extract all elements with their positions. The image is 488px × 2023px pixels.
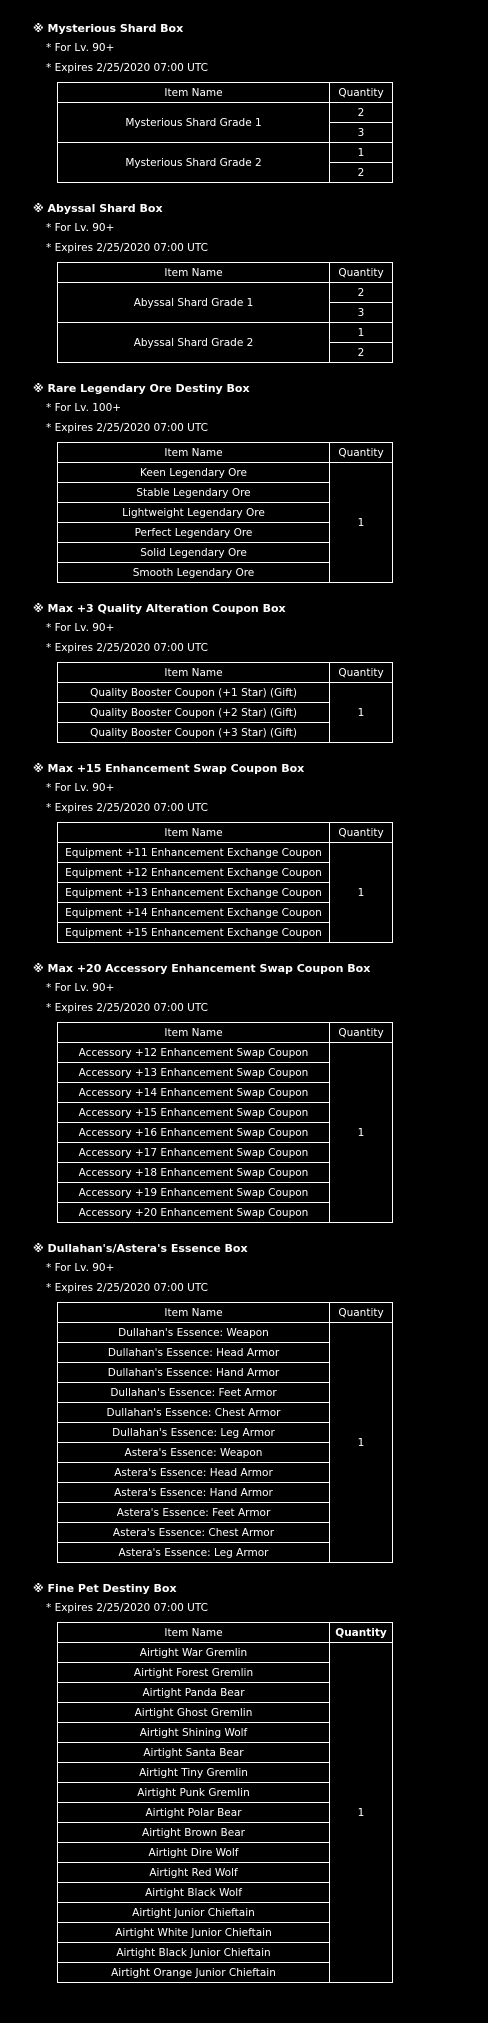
item-table-wrapper [57,1302,392,1563]
quantity-cell: 3 [330,123,393,143]
item-name-cell: Mysterious Shard Grade 2 [58,143,330,183]
expiry-note: * Expires 2/25/2020 07:00 UTC [46,1282,208,1294]
table-row [58,843,393,863]
box-title: ※ Fine Pet Destiny Box [33,1582,177,1595]
item-name-cell: Airtight Ghost Gremlin [58,1703,330,1723]
expiry-note: * Expires 2/25/2020 07:00 UTC [46,62,208,74]
item-name-cell: Dullahan's Essence: Weapon [58,1323,330,1343]
level-note: * For Lv. 90+ [46,982,115,994]
item-name-cell: Quality Booster Coupon (+3 Star) (Gift) [58,723,330,743]
item-name-cell: Airtight Red Wolf [58,1863,330,1883]
item-name-cell: Smooth Legendary Ore [58,563,330,583]
quantity-cell: 1 [330,323,393,343]
item-name-cell: Dullahan's Essence: Feet Armor [58,1383,330,1403]
quantity-cell: 1 [330,1043,393,1223]
box-title: ※ Rare Legendary Ore Destiny Box [33,382,250,395]
item-name-cell: Stable Legendary Ore [58,483,330,503]
item-name-cell: Accessory +12 Enhancement Swap Coupon [58,1043,330,1063]
quantity-cell: 1 [330,1643,393,1983]
item-name-cell: Equipment +14 Enhancement Exchange Coupon [58,903,330,923]
box-title: ※ Dullahan's/Astera's Essence Box [33,1242,248,1255]
item-table [57,82,393,183]
item-name-cell: Mysterious Shard Grade 1 [58,103,330,143]
table-header-row [58,663,393,683]
item-name-cell: Accessory +16 Enhancement Swap Coupon [58,1123,330,1143]
quantity-cell: 2 [330,283,393,303]
item-table-wrapper [57,1022,392,1223]
level-note: * For Lv. 100+ [46,402,122,414]
item-name-cell: Airtight Orange Junior Chieftain [58,1963,330,1983]
item-name-cell: Airtight Dire Wolf [58,1843,330,1863]
item-table [57,262,393,363]
level-note: * For Lv. 90+ [46,1262,115,1274]
item-name-cell: Airtight Black Junior Chieftain [58,1943,330,1963]
box-title: ※ Max +20 Accessory Enhancement Swap Coupon Box [33,962,371,975]
quantity-cell: 1 [330,843,393,943]
item-name-cell: Quality Booster Coupon (+1 Star) (Gift) [58,683,330,703]
item-table [57,662,393,743]
item-table [57,442,393,583]
table-row [58,463,393,483]
item-name-cell: Equipment +12 Enhancement Exchange Coupon [58,863,330,883]
item-name-cell: Quality Booster Coupon (+2 Star) (Gift) [58,703,330,723]
table-header-row [58,263,393,283]
quantity-header: Quantity [330,1623,393,1643]
expiry-note: * Expires 2/25/2020 07:00 UTC [46,1002,208,1014]
expiry-note: * Expires 2/25/2020 07:00 UTC [46,642,208,654]
item-name-cell: Airtight White Junior Chieftain [58,1923,330,1943]
item-name-cell: Dullahan's Essence: Chest Armor [58,1403,330,1423]
level-note: * For Lv. 90+ [46,42,115,54]
table-row [58,1043,393,1063]
table-header-row [58,1303,393,1323]
level-note: * For Lv. 90+ [46,622,115,634]
item-name-cell: Astera's Essence: Weapon [58,1443,330,1463]
item-name-cell: Astera's Essence: Hand Armor [58,1483,330,1503]
item-name-cell: Accessory +17 Enhancement Swap Coupon [58,1143,330,1163]
item-table [57,822,393,943]
item-name-cell: Equipment +13 Enhancement Exchange Coupon [58,883,330,903]
quantity-header: Quantity [330,263,393,283]
item-name-cell: Airtight Brown Bear [58,1823,330,1843]
quantity-cell: 2 [330,163,393,183]
item-name-cell: Accessory +20 Enhancement Swap Coupon [58,1203,330,1223]
item-name-cell: Astera's Essence: Chest Armor [58,1523,330,1543]
table-header-row [58,823,393,843]
item-table-wrapper [57,262,392,363]
item-name-header: Item Name [58,823,330,843]
level-note: * For Lv. 90+ [46,222,115,234]
item-name-cell: Astera's Essence: Leg Armor [58,1543,330,1563]
item-name-cell: Accessory +19 Enhancement Swap Coupon [58,1183,330,1203]
quantity-cell: 3 [330,303,393,323]
item-name-cell: Abyssal Shard Grade 2 [58,323,330,363]
quantity-cell: 2 [330,103,393,123]
expiry-note: * Expires 2/25/2020 07:00 UTC [46,422,208,434]
item-name-cell: Airtight Forest Gremlin [58,1663,330,1683]
expiry-note: * Expires 2/25/2020 07:00 UTC [46,802,208,814]
item-name-cell: Dullahan's Essence: Leg Armor [58,1423,330,1443]
quantity-header: Quantity [330,823,393,843]
item-name-cell: Equipment +15 Enhancement Exchange Coupon [58,923,330,943]
table-row [58,323,393,343]
item-name-header: Item Name [58,1623,330,1643]
item-name-cell: Airtight Polar Bear [58,1803,330,1823]
level-note: * For Lv. 90+ [46,782,115,794]
quantity-cell: 1 [330,463,393,583]
item-name-cell: Perfect Legendary Ore [58,523,330,543]
quantity-cell: 1 [330,1323,393,1563]
item-name-cell: Dullahan's Essence: Head Armor [58,1343,330,1363]
item-name-cell: Airtight Black Wolf [58,1883,330,1903]
box-title: ※ Max +3 Quality Alteration Coupon Box [33,602,286,615]
item-table-wrapper [57,82,392,183]
item-name-cell: Solid Legendary Ore [58,543,330,563]
item-table [57,1022,393,1223]
item-name-cell: Airtight Junior Chieftain [58,1903,330,1923]
item-name-cell: Equipment +11 Enhancement Exchange Coupon [58,843,330,863]
quantity-header: Quantity [330,443,393,463]
box-title: ※ Mysterious Shard Box [33,22,184,35]
item-name-header: Item Name [58,1303,330,1323]
item-name-cell: Lightweight Legendary Ore [58,503,330,523]
quantity-header: Quantity [330,83,393,103]
quantity-header: Quantity [330,663,393,683]
table-header-row [58,83,393,103]
item-name-cell: Accessory +15 Enhancement Swap Coupon [58,1103,330,1123]
table-row [58,1643,393,1663]
quantity-header: Quantity [330,1303,393,1323]
item-table-wrapper [57,822,392,943]
item-name-cell: Astera's Essence: Head Armor [58,1463,330,1483]
item-name-cell: Astera's Essence: Feet Armor [58,1503,330,1523]
item-name-cell: Accessory +18 Enhancement Swap Coupon [58,1163,330,1183]
item-name-cell: Airtight Panda Bear [58,1683,330,1703]
table-row [58,683,393,703]
table-row [58,103,393,123]
item-name-cell: Dullahan's Essence: Hand Armor [58,1363,330,1383]
item-name-cell: Accessory +14 Enhancement Swap Coupon [58,1083,330,1103]
item-name-header: Item Name [58,1023,330,1043]
table-header-row [58,1623,393,1643]
table-row [58,143,393,163]
item-table-wrapper [57,1622,392,1983]
quantity-cell: 2 [330,343,393,363]
expiry-note: * Expires 2/25/2020 07:00 UTC [46,242,208,254]
quantity-cell: 1 [330,143,393,163]
item-table [57,1622,393,1983]
item-name-cell: Keen Legendary Ore [58,463,330,483]
item-name-cell: Airtight Santa Bear [58,1743,330,1763]
expiry-note: * Expires 2/25/2020 07:00 UTC [46,1602,208,1614]
table-header-row [58,443,393,463]
item-name-cell: Airtight Punk Gremlin [58,1783,330,1803]
quantity-cell: 1 [330,683,393,743]
item-name-cell: Airtight Tiny Gremlin [58,1763,330,1783]
item-name-header: Item Name [58,663,330,683]
item-name-header: Item Name [58,83,330,103]
quantity-header: Quantity [330,1023,393,1043]
item-name-cell: Abyssal Shard Grade 1 [58,283,330,323]
table-header-row [58,1023,393,1043]
item-table-wrapper [57,442,392,583]
item-name-cell: Accessory +13 Enhancement Swap Coupon [58,1063,330,1083]
table-row [58,1323,393,1343]
box-title: ※ Max +15 Enhancement Swap Coupon Box [33,762,305,775]
item-name-cell: Airtight Shining Wolf [58,1723,330,1743]
item-name-cell: Airtight War Gremlin [58,1643,330,1663]
item-name-header: Item Name [58,263,330,283]
box-title: ※ Abyssal Shard Box [33,202,163,215]
item-name-header: Item Name [58,443,330,463]
table-row [58,283,393,303]
item-table-wrapper [57,662,392,743]
item-table [57,1302,393,1563]
